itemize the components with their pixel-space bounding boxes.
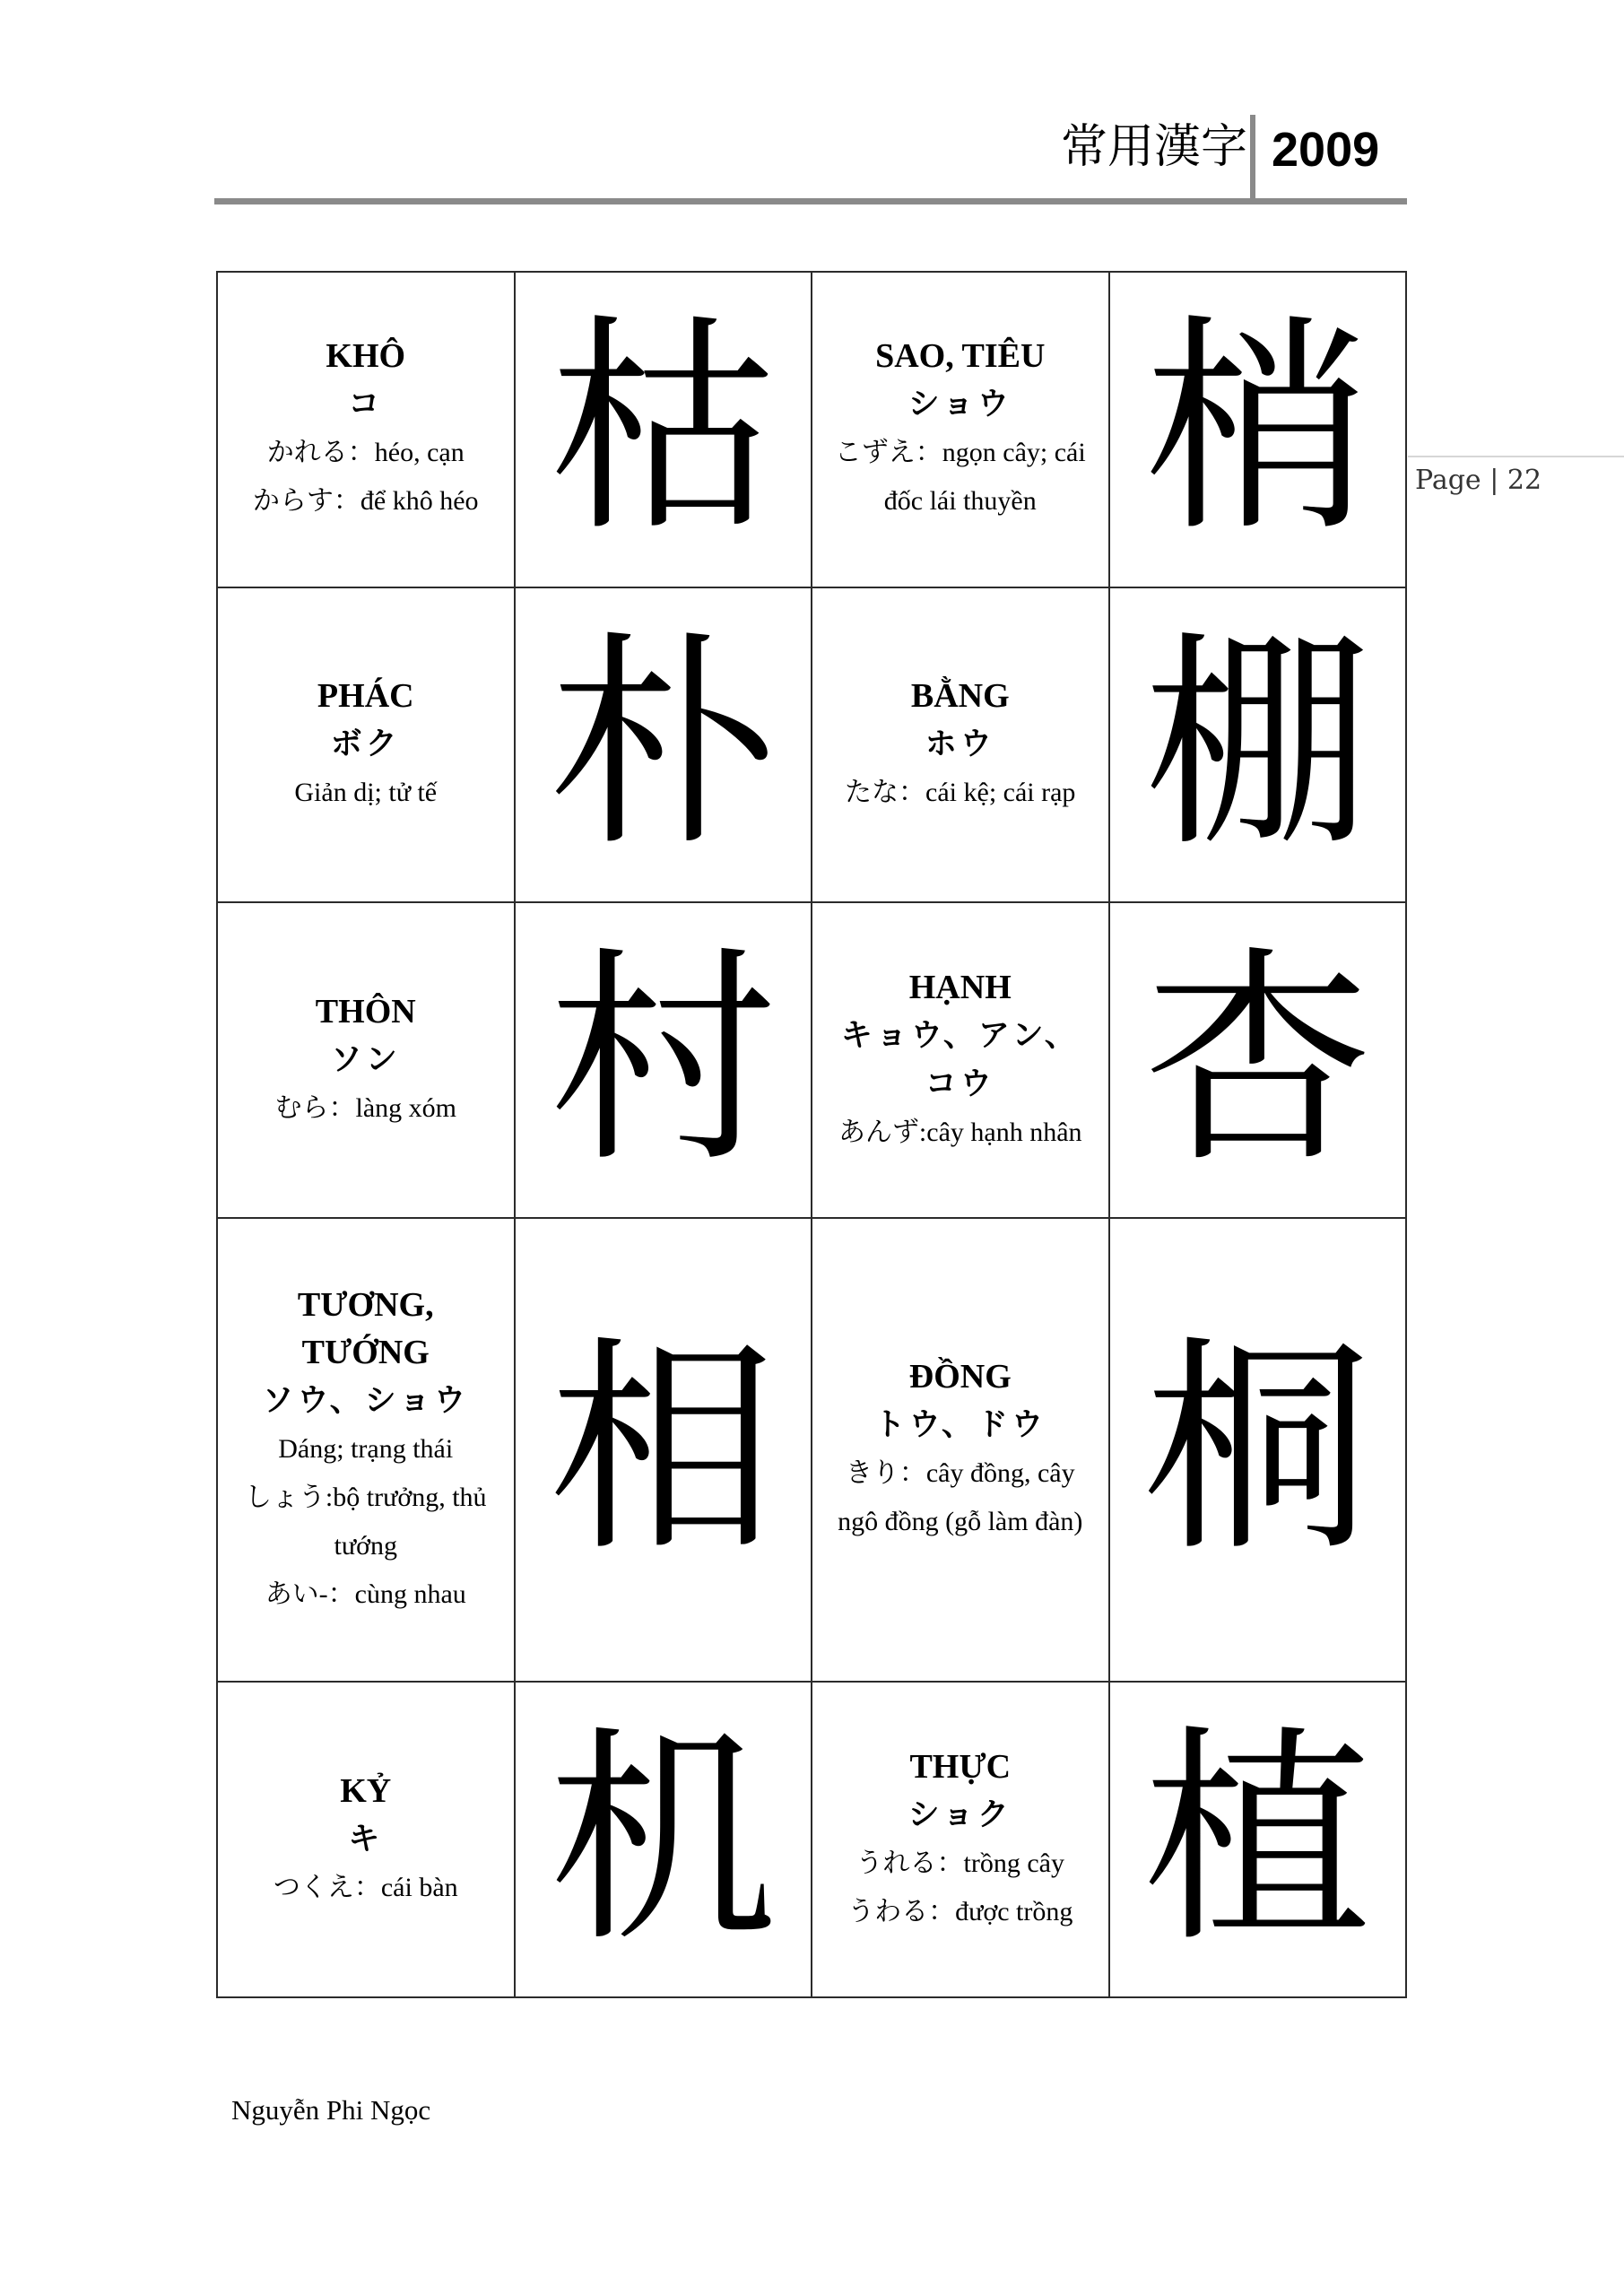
- kanji-character: 杏: [1109, 902, 1407, 1218]
- meaning-line: からす：để khô héo: [252, 486, 479, 517]
- page-number: Page | 22: [1415, 465, 1542, 496]
- meaning-line: あんず:cây hạnh nhân: [838, 1117, 1082, 1147]
- meaning-line: つくえ：cái bàn: [273, 1872, 458, 1902]
- kanji-table: [216, 271, 1407, 1998]
- kanji-character: 村: [515, 902, 812, 1218]
- onyomi-reading: トウ、ドウ: [873, 1407, 1046, 1444]
- kanji-character: 机: [515, 1682, 812, 1997]
- onyomi-reading: ボク: [330, 726, 401, 762]
- meaning-line: Dáng; trạng thái: [278, 1433, 454, 1464]
- onyomi-reading: ショウ: [908, 387, 1012, 423]
- han-viet-reading: ĐỒNG: [908, 1358, 1012, 1396]
- onyomi-reading: ソン: [330, 1041, 401, 1078]
- kanji-character: 枯: [515, 272, 812, 587]
- entry-info: [812, 902, 1109, 1218]
- meaning-line: đốc lái thuyền: [883, 486, 1037, 517]
- onyomi-reading: ホウ: [925, 726, 995, 762]
- table-row: [217, 587, 1406, 903]
- han-viet-reading: HẠNH: [908, 968, 1012, 1006]
- header-separator: [1250, 115, 1255, 201]
- meaning-line: あい-：cùng nhau: [265, 1578, 466, 1609]
- han-viet-reading: KỶ: [340, 1771, 392, 1810]
- table-row: [217, 902, 1406, 1218]
- entry-info: [812, 272, 1109, 587]
- entry-info: [812, 1682, 1109, 1997]
- onyomi-reading: ソウ、ショウ: [262, 1382, 469, 1419]
- entry-info: [217, 272, 515, 587]
- meaning-line: tướng: [334, 1530, 397, 1561]
- meaning-line: Giản dị; tử tế: [294, 778, 438, 807]
- han-viet-reading: BẰNG: [910, 677, 1010, 715]
- header-title: 常用漢字: [1060, 120, 1247, 174]
- meaning-line: かれる：héo, cạn: [266, 438, 465, 468]
- meaning-line: しょう:bộ trưởng, thủ: [244, 1482, 487, 1512]
- meaning-line: ngô đồng (gỗ làm đàn): [838, 1507, 1083, 1537]
- kanji-character: 棚: [1109, 587, 1407, 903]
- meaning-line: むら：làng xóm: [274, 1092, 456, 1123]
- table-row: [217, 272, 1406, 587]
- table-row: [217, 1682, 1406, 1997]
- han-viet-reading: KHÔ: [326, 337, 406, 376]
- meaning-line: うれる：trồng cây: [855, 1848, 1064, 1878]
- han-viet-reading: TƯỚNG: [301, 1333, 430, 1371]
- onyomi-reading: コウ: [925, 1065, 995, 1102]
- entry-info: [812, 1218, 1109, 1682]
- han-viet-reading: PHÁC: [317, 677, 414, 715]
- meaning-line: うわる：được trồng: [847, 1896, 1073, 1926]
- onyomi-reading: コ: [348, 387, 384, 423]
- header-year: 2009: [1272, 123, 1380, 177]
- han-viet-reading: THÔN: [315, 992, 416, 1031]
- entry-info: [217, 1682, 515, 1997]
- footer-author: Nguyễn Phi Ngọc: [231, 2094, 431, 2126]
- meaning-line: たな：cái kệ; cái rạp: [845, 778, 1076, 807]
- kanji-character: 桐: [1109, 1218, 1407, 1682]
- page-number-rule: [1408, 456, 1624, 457]
- entry-info: [812, 587, 1109, 903]
- onyomi-reading: キ: [348, 1821, 384, 1857]
- onyomi-reading: キョウ、アン、: [840, 1017, 1080, 1054]
- entry-info: [217, 902, 515, 1218]
- table-row: [217, 1218, 1406, 1682]
- meaning-line: こずえ：ngọn cây; cái: [834, 438, 1086, 468]
- kanji-character: 朴: [515, 587, 812, 903]
- han-viet-reading: SAO, TIÊU: [875, 337, 1046, 376]
- kanji-character: 植: [1109, 1682, 1407, 1997]
- han-viet-reading: TƯƠNG,: [297, 1285, 434, 1324]
- meaning-line: きり：cây đồng, cây: [845, 1458, 1075, 1489]
- kanji-character: 相: [515, 1218, 812, 1682]
- onyomi-reading: ショク: [908, 1796, 1012, 1833]
- kanji-character: 梢: [1109, 272, 1407, 587]
- entry-info: [217, 1218, 515, 1682]
- han-viet-reading: THỰC: [909, 1747, 1012, 1786]
- header-rule: [214, 198, 1407, 204]
- entry-info: [217, 587, 515, 903]
